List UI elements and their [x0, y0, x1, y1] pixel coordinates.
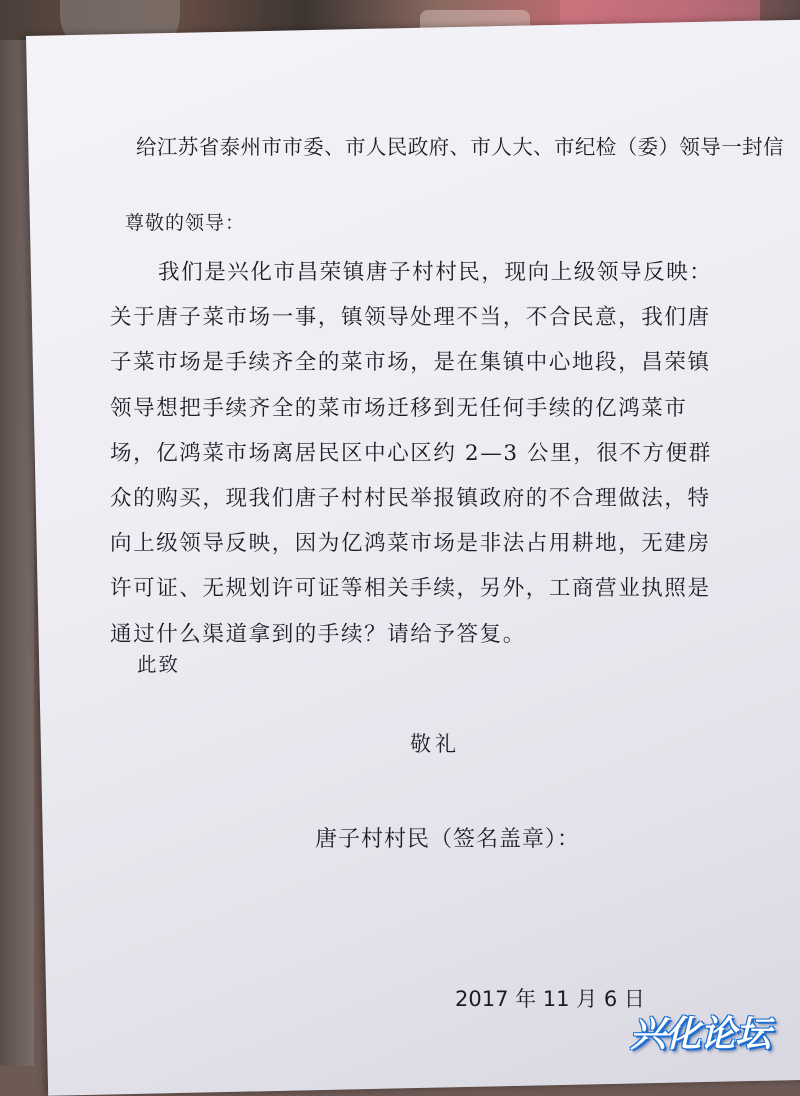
- body-line: 领导想把手续齐全的菜市场迁移到无任何手续的亿鸿菜市: [110, 395, 688, 421]
- body-line: 关于唐子菜市场一事，镇领导处理不当，不合民意，我们唐: [110, 305, 711, 331]
- letter-signature: 唐子村村民（签名盖章）：: [315, 827, 581, 852]
- body-line: 向上级领导反映，因为亿鸿菜市场是非法占用耕地，无建房: [110, 531, 711, 557]
- body-line: 场，亿鸿菜市场离居民区中心区约 2—3 公里，很不方便群: [110, 440, 712, 466]
- letter-regards: 敬礼: [410, 732, 460, 756]
- forum-watermark-logo: 兴化论坛: [630, 1014, 771, 1055]
- body-line: 子菜市场是手续齐全的菜市场，是在集镇中心地段，昌荣镇: [110, 350, 711, 376]
- letter-title: 给江苏省泰州市市委、市人民政府、市人大、市纪检（委）领导一封信: [136, 135, 784, 159]
- body-line: 通过什么渠道拿到的手续？请给予答复。: [110, 621, 526, 647]
- body-line: 我们是兴化市昌荣镇唐子村村民，现向上级领导反映：: [158, 260, 713, 285]
- letter-date: 2017 年 11 月 6 日: [455, 987, 645, 1011]
- letter-closing: 此致: [137, 653, 181, 676]
- letter-salutation: 尊敬的领导：: [125, 212, 246, 234]
- letter-body: [110, 250, 730, 657]
- body-line: 许可证、无规划许可证等相关手续，另外，工商营业执照是: [110, 576, 711, 602]
- body-line: 众的购买，现我们唐子村村民举报镇政府的不合理做法，特: [110, 485, 711, 511]
